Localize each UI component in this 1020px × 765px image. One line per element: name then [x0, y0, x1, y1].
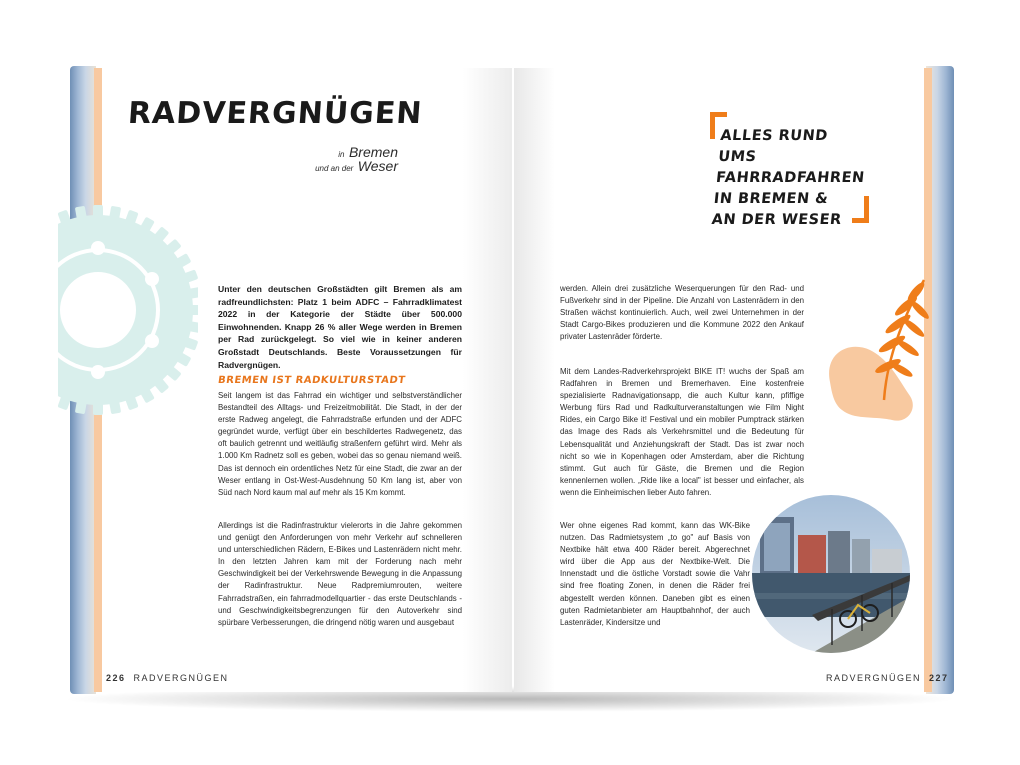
right-paragraph-2: Mit dem Landes-Radverkehrsprojekt BIKE IT! wuchs der Spaß am Radfahren in Bremen und Bremerhaven. Eine kostenfreie spezialisierte Radnavigationsapp, die auch Kultur kann, pfiffige Werbung fürs Rad und Radkulturveranstaltungen wie Film Night Rides, ein Cargo Bike it! Festival und ein mobiler Pumptrack stärken das Image des Rads als Verkehrsmittel und die Bedeutung für Lebensqualität und Anziehungskraft der Stadt. Das ist zwar noch nicht so wie in Kopenhagen oder Amsterdam, aber die Richtung stimmt. Gut auch für Gäste, die Bremen und die Region kennenlernen wollen. „Ride like a local" ist besser und einfacher, als wenn die Einheimischen lieber Auto fahren.: [560, 367, 804, 497]
right-page-number: 227: [929, 673, 949, 683]
box-heading: ALLES RUND UMS FAHRRADFAHREN IN BREMEN & AN DER WESER: [710, 128, 866, 228]
left-paragraph-2: Allerdings ist die Radinfrastruktur vielerorts in die Jahre gekommen und genügt den Anforderungen von mehr Verkehr auf schnelleren und unterschiedlichen Rädern, E-Bikes und Lastenrädern nicht mehr. In den letzten Jahren kam mit der Forderung nach mehr Geschwindigkeit bei der Verkehrswende Bewegung in die Anpassung der Radinfrastruktur. Neue Radpremiumrouten, weitere Fahrradstraßen, ein fahrradmodellquartier - das erste Deutschlands - und Geschwindigkeitsbegrenzungen für den Autoverkehr sind spürbare Verbesserungen, die dringend nötig waren und ausgebaut: [218, 521, 462, 627]
right-folio: [826, 673, 949, 683]
subtitle-2-small: und an der: [315, 164, 354, 173]
lead-paragraph: Unter den deutschen Großstädten gilt Bremen als am radfreundlichsten: Platz 1 beim ADFC – Fahrradklimatest 2022 in der Kategorie der Städte über 500.000 Einwohnenden. Knapp 26 % aller Wege werden in Bremen per Rad zurückgelegt. So viel wie in keiner anderen Großstadt Deutschlands. Beste Voraussetzungen für Radvergnügen.: [218, 284, 462, 370]
left-paragraph-1: Seit langem ist das Fahrrad ein wichtiger und selbstverständlicher Bestandteil des Alltags- und Freizeitmobilität. Die Stadt, in der der erste Radweg angelegt, die Fahrradstraße erfunden und der ADFC gegründet wurde, verfügt über ein beschildertes Radwegenetz, das oft baulich getrennt und weitläufig straßenfern geführt wird. Mehr als 1.000 Km Radnetz soll es geben, wobei das so genau niemand weiß. Das ist dennoch ein ordentliches Netz für eine Stadt, die zwar an der Weser entlang in Ost-West-Ausdehnung 50 Km lang ist, aber von Süd nach Nord kaum mal auf mehr als 15 Km kommt.: [218, 391, 462, 497]
section-heading: BREMEN IST RADKULTURSTADT: [217, 375, 407, 386]
right-running-head: RADVERGNÜGEN: [826, 673, 922, 683]
page-title: RADVERGNÜGEN: [126, 96, 424, 131]
right-paragraph-1: werden. Allein drei zusätzliche Weserquerungen für den Rad- und Fußverkehr sind in der Pipeline. Die Anzahl von Lastenrädern in den Straßen wächst kontinuierlich. Auch, weil zwei Unternehmen in der Stadt Cargo-Bikes produzieren und die Kommune 2022 den Ankauf privater Lastenräder förderte.: [560, 284, 804, 342]
left-page-number: 226: [106, 673, 126, 683]
orange-leaf-illustration: [824, 270, 934, 430]
harbor-photo: [752, 495, 910, 653]
right-paragraph-3: Wer ohne eigenes Rad kommt, kann das WK-Bike nutzen. Das Radmietsystem „to go" auf Basis von Nextbike hält etwa 400 Räder bereit. Abgerechnet wird über die App aus der Nextbike-Welt. Die Innenstadt und die östliche Vorstadt sowie die Vahr sind free floating Zonen, in denen die Räder frei abgestellt werden können. Daneben gibt es einen guten Radmietanbieter am Hauptbahnhof, der auch Lastenräder, Kindersitze und: [560, 521, 750, 627]
subtitle-2-big: Weser: [357, 158, 398, 174]
subtitle-line-2: [315, 158, 398, 176]
bracket-bottom-right: [852, 196, 869, 223]
left-folio: [106, 673, 229, 683]
subtitle-1-big: Bremen: [348, 144, 398, 160]
left-running-head: RADVERGNÜGEN: [133, 673, 229, 683]
chainring-gear-graphic: [58, 180, 198, 440]
subtitle-1-small: in: [338, 150, 345, 159]
